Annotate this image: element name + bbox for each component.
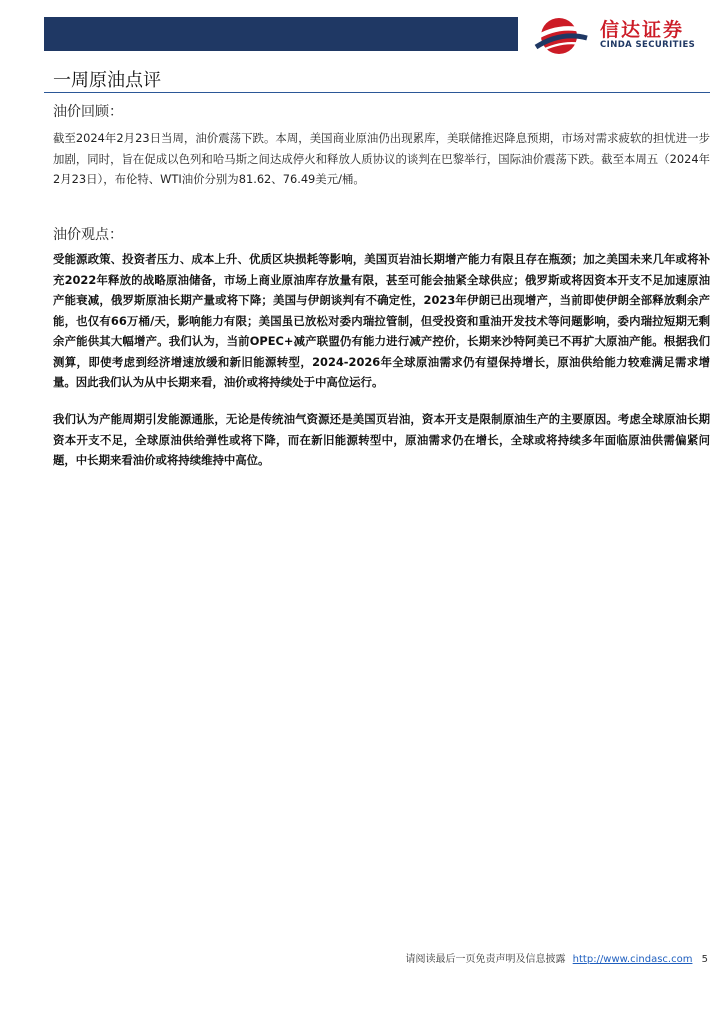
section-title: 一周原油点评 [53, 70, 161, 91]
page-footer [405, 950, 708, 965]
views-paragraph-2: 我们认为产能周期引发能源通胀，无论是传统油气资源还是美国页岩油，资本开支是限制原油生产的主要原因。考虑全球原油长期资本开支不足，全球原油供给弹性或将下降，而在新旧能源转型中，原油需求仍在增长，全球或将持续多年面临原油供需偏紧问题，中长期来看油价或将持续维持中高位。 [53, 412, 710, 467]
cinda-logo-icon [532, 16, 588, 56]
logo-english-name: CINDA SECURITIES [600, 40, 696, 50]
logo-chinese-name: 信达证券 [600, 19, 685, 41]
footer-website-link[interactable]: http://www.cindasc.com [572, 954, 693, 965]
title-divider [44, 92, 710, 93]
header-bar [44, 17, 518, 51]
views-paragraph-1: 受能源政策、投资者压力、成本上升、优质区块损耗等影响，美国页岩油长期增产能力有限且存在瓶颈；加之美国未来几年或将补充2022年释放的战略原油储备，市场上商业原油库存放量有限，甚至可能会抽紧全球供应；俄罗斯或将因资本开支不足加速原油产能衰减，俄罗斯原油长期产量或将下降；美国与伊朗谈判有不确定性，2023年伊朗已出现增产，当前即使伊朗全部释放剩余产能，也仅有66万桶/天，影响能力有限；美国虽已放松对委内瑞拉管制，但受投资和重油开发技术等问题影响，委内瑞拉短期无剩余产能供其大幅增产。我们认为，当前OPEC+减产联盟仍有能力进行减产控价，长期来沙特阿美已不再扩大原油产能。根据我们测算，即使考虑到经济增速放缓和新旧能源转型，2024-2026年全球原油需求仍有望保持增长，原油供给能力较难满足需求增量。因此我们认为从中长期来看，油价或将持续处于中高位运行。 [53, 252, 710, 389]
views-heading: 油价观点： [53, 227, 123, 243]
review-heading: 油价回顾： [53, 104, 123, 120]
review-paragraph: 截至2024年2月23日当周，油价震荡下跌。本周，美国商业原油仍出现累库，美联储推迟降息预期，市场对需求疲软的担忧进一步加剧，同时，旨在促成以色列和哈马斯之间达成停火和释放人质协议的谈判在巴黎举行，国际油价震荡下跌。截至本周五（2024年2月23日），布伦特、WTI油价分别为81.62、76.49美元/桶。 [53, 131, 710, 186]
page-number: 5 [701, 954, 708, 965]
company-logo [532, 14, 712, 58]
footer-disclaimer: 请阅读最后一页免责声明及信息披露 [405, 954, 566, 965]
